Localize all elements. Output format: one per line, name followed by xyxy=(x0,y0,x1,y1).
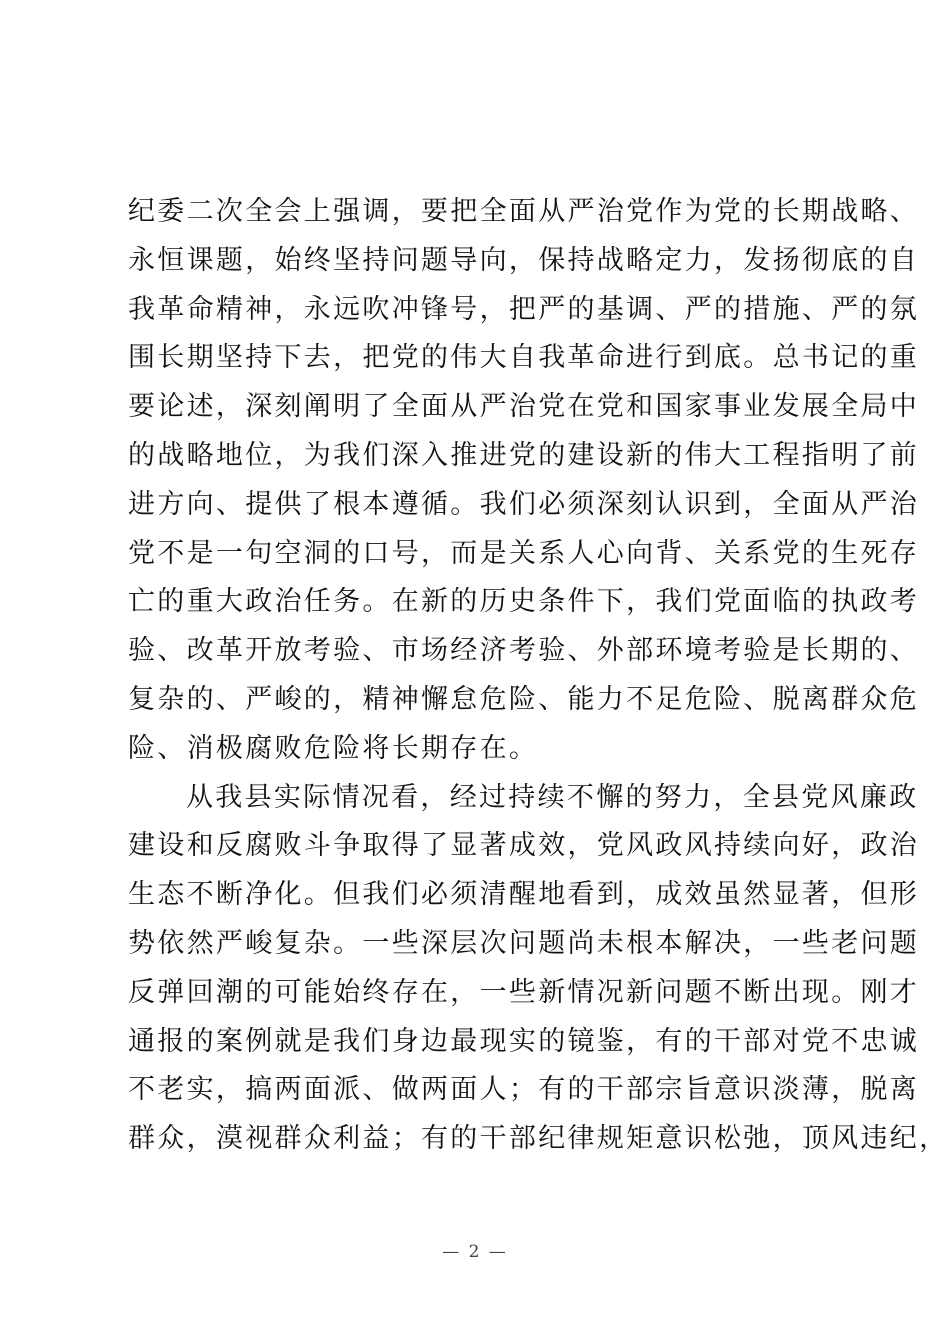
text-line: 的战略地位，为我们深入推进党的建设新的伟大工程指明了前 xyxy=(128,439,920,471)
text-line: 复杂的、严峻的，精神懈怠危险、能力不足危险、脱离群众危 xyxy=(128,683,920,715)
text-line: 要论述，深刻阐明了全面从严治党在党和国家事业发展全局中 xyxy=(128,391,920,423)
text-line: 永恒课题，始终坚持问题导向，保持战略定力，发扬彻底的自 xyxy=(128,244,920,276)
paragraph-start-line: 从我县实际情况看，经过持续不懈的努力，全县党风廉政 xyxy=(186,781,919,813)
text-line: 建设和反腐败斗争取得了显著成效，党风政风持续向好，政治 xyxy=(128,830,920,862)
text-line: 势依然严峻复杂。一些深层次问题尚未根本解决，一些老问题 xyxy=(128,927,920,959)
text-line: 纪委二次全会上强调，要把全面从严治党作为党的长期战略、 xyxy=(128,196,920,227)
page-number: — 2 — xyxy=(442,1242,508,1262)
text-line: 不老实，搞两面派、做两面人；有的干部宗旨意识淡薄，脱离 xyxy=(128,1074,920,1106)
text-line: 我革命精神，永远吹冲锋号，把严的基调、严的措施、严的氛 xyxy=(128,293,920,325)
text-line: 亡的重大政治任务。在新的历史条件下，我们党面临的执政考 xyxy=(128,586,920,618)
text-line: 围长期坚持下去，把党的伟大自我革命进行到底。总书记的重 xyxy=(128,342,920,374)
text-line: 进方向、提供了根本遵循。我们必须深刻认识到，全面从严治 xyxy=(128,488,920,520)
text-line: 群众，漠视群众利益；有的干部纪律规矩意识松弛，顶风违纪， xyxy=(128,1123,949,1155)
text-line: 验、改革开放考验、市场经济考验、外部环境考验是长期的、 xyxy=(128,635,920,667)
text-line: 险、消极腐败危险将长期存在。 xyxy=(128,732,539,764)
text-line: 通报的案例就是我们身边最现实的镜鉴，有的干部对党不忠诚 xyxy=(128,1025,920,1057)
text-line: 党不是一句空洞的口号，而是关系人心向背、关系党的生死存 xyxy=(128,537,920,569)
text-line: 反弹回潮的可能始终存在，一些新情况新问题不断出现。刚才 xyxy=(128,976,920,1008)
text-line: 生态不断净化。但我们必须清醒地看到，成效虽然显著，但形 xyxy=(128,879,920,911)
body-text xyxy=(128,188,949,1164)
